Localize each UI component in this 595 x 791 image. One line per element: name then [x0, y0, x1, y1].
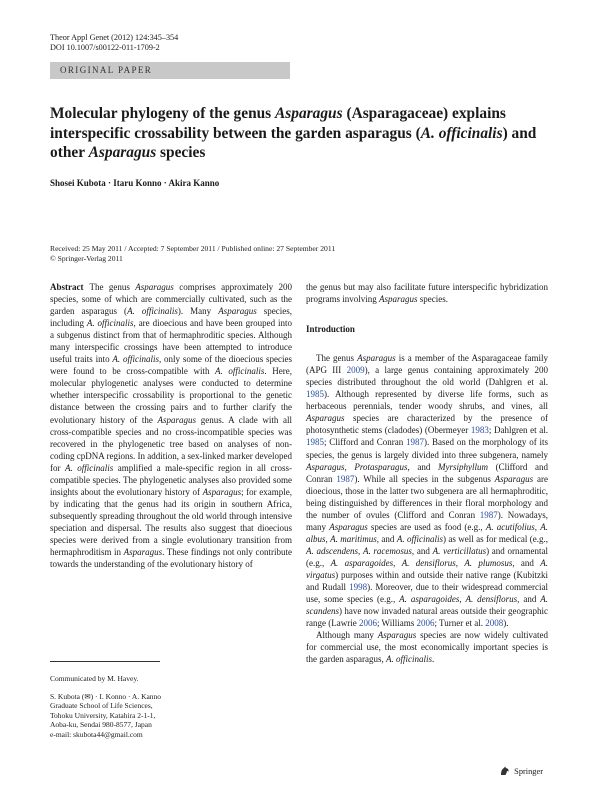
right-column	[306, 281, 548, 665]
publication-dates	[50, 244, 335, 264]
doi-link[interactable]: DOI 10.1007/s00122-011-1709-2	[50, 43, 160, 53]
abstract-paragraph: Abstract The genus Asparagus comprises approximately 200 species, some of which are commercially cultivated, such as the garden asparagus (A. officinalis). Many Asparagus species, including A. officinalis, are dioecious and have been grouped into a subgenus distinct from that of hermaphroditic species. Although many interspecific crossings have been attempted to introduce useful traits into A. officinalis, only some of the dioecious species were found to be cross-compatible with A. officinalis. Here, molecular phylogenetic analyses were conducted to determine whether interspecific crossability is proportional to the genetic distance between the crossing pairs and to further clarify the evolutionary history of the Asparagus genus. A clade with all cross-compatible species and no cross-incompatible species was recovered in the phylogenetic tree based on analyses of non-coding cpDNA regions. In addition, a sex-linked marker developed for A. officinalis amplified a male-specific region in all cross-compatible species. The phylogenetic analyses also provided some insights about the evolutionary history of Asparagus; for example, by indicating that the genus had its origin in southern Africa, subsequently spreading throughout the old world through intensive speciation and dispersal. The results also suggest that dioecious species were derived from a single evolutionary transition from hermaphroditism in Asparagus. These findings not only contribute towards the understanding of the evolutionary history of	[50, 282, 293, 570]
contact-email[interactable]: e-mail: skubota44@gmail.com	[50, 729, 143, 739]
citation-link[interactable]: 1987	[406, 437, 424, 448]
introduction-heading: Introduction	[306, 324, 355, 335]
citation-link[interactable]: 2009	[346, 365, 365, 376]
journal-header	[50, 33, 178, 53]
abstract-column	[50, 281, 292, 570]
date-line: Received: 25 May 2011 / Accepted: 7 September 2011 / Published online: 27 September 2011	[50, 244, 336, 253]
abstract-heading: Abstract	[50, 282, 84, 292]
publisher-logo	[499, 765, 543, 777]
publisher-name: Springer	[514, 766, 543, 776]
intro-paragraph-1: The genus Asparagus is a member of the Asparagaceae family (APG III 2009), a large genus containing approximately 200 species distributed throughout the old world (Dahlgren et al. 1985). Although represented by diverse life forms, such as herbaceous perennials, tender woody shrubs, and vines, all Asparagus species are characterized by the presence of photosynthetic stems (cladodes) (Obermeyer 1983; Dahlgren et al. 1985; Clifford and Conran 1987). Based on the morphology of its species, the genus is largely divided into three subgenera, namely Asparagus, Protasparagus, and Myrsiphyllum (Clifford and Conran 1987). While all species in the subgenus Asparagus are dioecious, those in the latter two subgenera are all hermaphroditic, being distinguished by differences in their floral morphology and the number of ovules (Clifford and Conran 1987). Nowadays, many Asparagus species are used as food (e.g., A. acutifolius, A. albus, A. maritimus, and A. officinalis) as well as for medical (e.g., A. adscendens, A. racemosus, and A. verticillatus) and ornamental (e.g., A. asparagoides, A. densiflorus, A. plumosus, and A. virgatus) purposes within and outside their native range (Kubitzki and Rudall 1998). Moreover, due to their widespread commercial use, some species (e.g., A. asparagoides, A. densiflorus, and A. scandens) have now invaded natural areas outside their geographic range (Lawrie 2006; Williams 2006; Turner et al. 2008).	[306, 353, 549, 629]
footnote-rule	[50, 661, 160, 662]
citation-link[interactable]: 1985	[306, 437, 324, 448]
springer-horse-icon	[499, 765, 511, 777]
copyright-line: © Springer-Verlag 2011	[50, 254, 123, 263]
citation-link[interactable]: 1987	[479, 509, 498, 520]
citation-link[interactable]: 2006	[416, 618, 435, 629]
article-title: Molecular phylogeny of the genus Asparagus (Asparagaceae) explains interspecific crossability between the garden asparagus (A. officinalis) and other Asparagus species	[50, 105, 537, 161]
author-list: Shosei Kubota · Itaru Konno · Akira Kanno	[50, 178, 220, 188]
citation-link[interactable]: 1985	[306, 389, 324, 400]
citation-link[interactable]: 1983	[470, 425, 489, 436]
affiliation-line: Tohoku University, Katahira 2-1-1,	[50, 710, 156, 720]
abstract-continuation-text: the genus but may also facilitate future interspecific hybridization programs involving Asparagus species.	[306, 282, 548, 305]
citation-link[interactable]: 2006	[358, 618, 377, 629]
citation-link[interactable]: 2008	[485, 618, 504, 629]
affiliation-authors: S. Kubota (✉) · I. Konno · A. Kanno	[50, 691, 162, 701]
article-type-banner	[50, 62, 290, 79]
citation-link[interactable]: 1987	[336, 473, 355, 484]
affiliation-line: Aoba-ku, Sendai 980-8577, Japan	[50, 720, 152, 730]
abstract-continuation	[306, 281, 548, 305]
affiliation-line: Graduate School of Life Sciences,	[50, 701, 153, 711]
article-type-label: ORIGINAL PAPER	[60, 65, 153, 75]
citation-link[interactable]: 1998	[349, 582, 368, 593]
intro-paragraph-2: Although many Asparagus species are now widely cultivated for commercial use, the most economically important species is the garden asparagus, A. officinalis.	[306, 630, 548, 665]
journal-citation: Theor Appl Genet (2012) 124:345–354	[50, 33, 179, 42]
footnote-block	[50, 661, 292, 740]
communicated-by: Communicated by M. Havey.	[50, 674, 139, 683]
